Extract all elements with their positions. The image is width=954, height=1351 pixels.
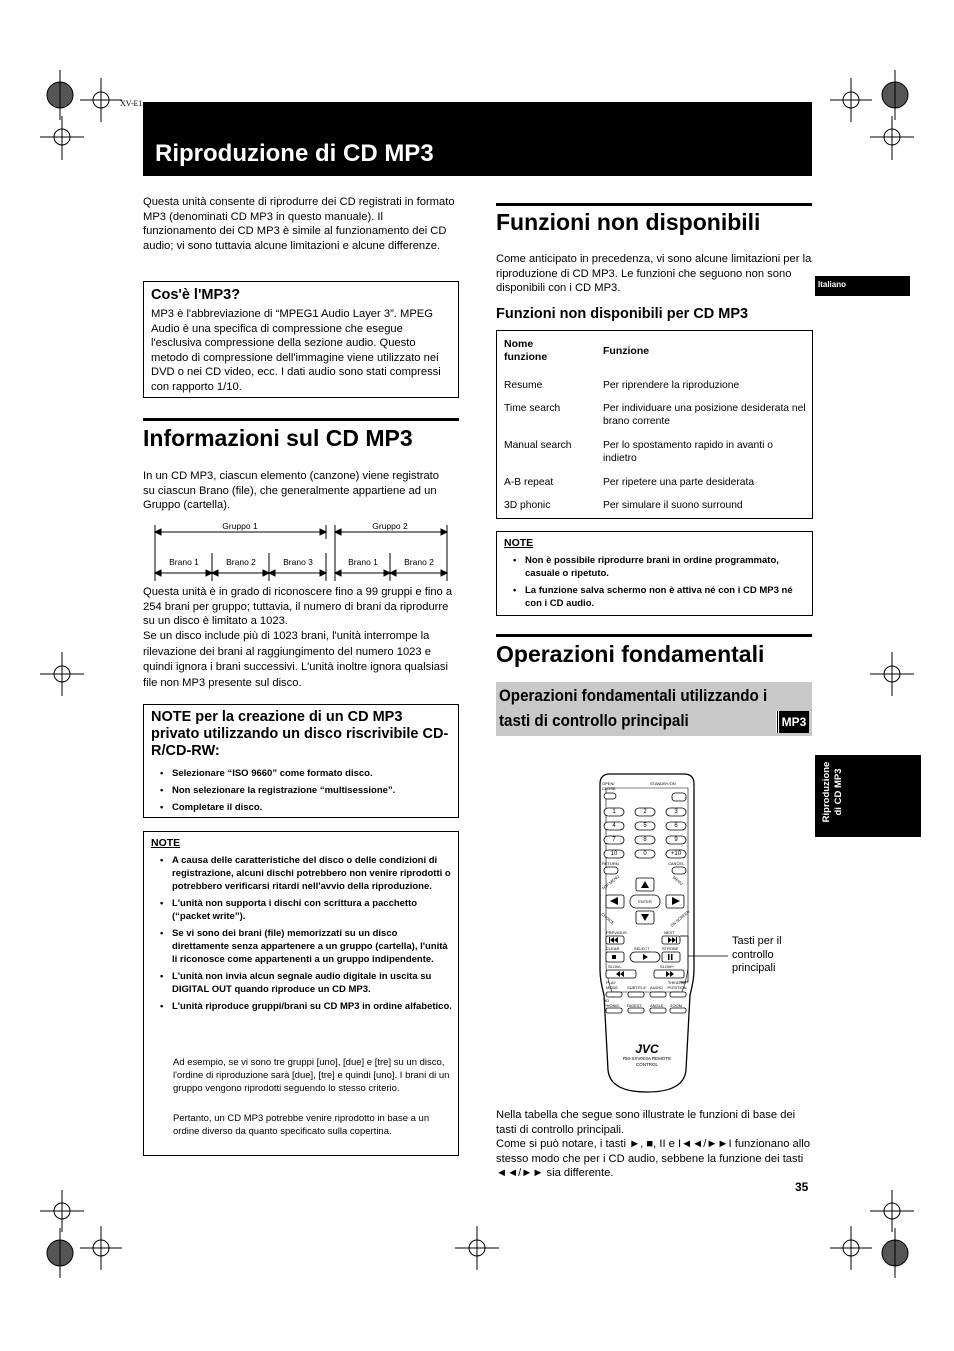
remote-num-2: 2: [643, 809, 647, 815]
language-label: Italiano: [818, 280, 847, 289]
unavailable-note-list: [497, 554, 807, 614]
remote-num-10: 10: [610, 851, 618, 857]
cdr-note-list: [144, 767, 454, 818]
page-number: 35: [795, 1180, 809, 1194]
remote-zoom: ZOOM: [670, 1003, 682, 1008]
list-item: • A causa delle caratteristiche del disco o delle condizioni di registrazione, alcuni dischi potrebbero non venire riprodotti o potrebbero verificarsi ritardi nell'avvio della riproduzione.: [144, 854, 452, 893]
unavailable-table: [496, 330, 813, 519]
remote-next: NEXT: [664, 930, 675, 935]
corner-code: XV-E1: [120, 99, 143, 108]
section-label: Riproduzione di CD MP3: [821, 761, 844, 823]
row-desc: Per simulare il suono surround: [603, 500, 743, 511]
remote-play-mode: PLAY MODE: [606, 980, 618, 990]
remote-num-8: 8: [643, 837, 647, 843]
info-text1: In un CD MP3, ciascun elemento (canzone) viene registrato su ciascun Brano (file), che generalmente appartiene ad un Gruppo (cartella).: [143, 470, 439, 511]
info-text3: Se un disco include più di 1023 brani, l'unità interrompe la rilevazione dei brani al raggiungimento del numero 1023 e quindi ignora i brani successivi. L'unità inoltre ignora qualsiasi file non MP3 presente sul disco.: [143, 630, 448, 689]
row-desc: Per individuare una posizione desiderata nel brano corrente: [603, 403, 806, 427]
row-name: 3D phonic: [504, 500, 551, 511]
remote-3d-phonic: 3D PHONIC: [604, 998, 620, 1008]
basic-rule: [496, 634, 812, 637]
list-item: • Se vi sono dei brani (file) memorizzati su un disco direttamente senza appartenere a un gruppo (cartella), l'unità li riconosce come appartenenti a un gruppo indipendente.: [144, 927, 452, 966]
left-note-list: [144, 854, 452, 1017]
unavailable-subtitle: Funzioni non disponibili per CD MP3: [496, 306, 749, 322]
remote-model: RM-SXV003A REMOTE CONTROL: [622, 1056, 672, 1067]
remote-num-plus10: +10: [670, 851, 682, 857]
remote-theater-position: THEATER POSITION: [667, 980, 687, 990]
row-desc: Per lo spostamento rapido in avanti o indietro: [603, 440, 773, 464]
row-name: Manual search: [504, 440, 572, 451]
list-item: • La funzione salva schermo non è attiva né con i CD MP3 né con i CD audio.: [497, 584, 807, 610]
remote-select: SELECT: [634, 946, 650, 951]
remote-cancel: CANCEL: [668, 861, 685, 866]
cdr-note-box: [143, 704, 459, 818]
remote-num-5: 5: [643, 823, 647, 829]
col-name-header: Nome funzione: [504, 338, 548, 363]
remote-slow-plus: SLOW+: [660, 964, 675, 969]
col-func-header: Funzione: [603, 345, 650, 357]
remote-num-0: 0: [643, 851, 647, 857]
basic-title: Operazioni fondamentali: [496, 641, 765, 667]
remote-open-close: OPEN/ CLOSE: [602, 781, 616, 791]
list-item: • Selezionare “ISO 9660” come formato disco.: [144, 767, 454, 780]
basic-banner-text: Operazioni fondamentali utilizzando i tasti di controllo principali: [499, 687, 768, 730]
remote-digest: DIGEST: [627, 1003, 642, 1008]
intro-text: Questa unità consente di riprodurre dei CD registrati in formato MP3 (denominati CD MP3 in questo manuale). Il funzionamento dei CD MP3 è simile al funzionamento dei CD audio; vi sono tuttavia alcune limitazioni e alcune differenze.: [143, 196, 455, 252]
list-item: • Non selezionare la registrazione “multisessione”.: [144, 784, 454, 797]
remote-num-9: 9: [674, 837, 678, 843]
row-desc: Per riprendere la riproduzione: [603, 380, 740, 391]
callout-text: Tasti per il controllo principali: [732, 935, 782, 974]
list-item: • L'unità non supporta i dischi con scrittura a pacchetto (“packet write”).: [144, 897, 452, 923]
remote-return: RETURN: [602, 861, 619, 866]
whatis-box: [143, 281, 459, 398]
remote-on-screen: ON SCREEN: [669, 908, 691, 929]
title-bar: [143, 102, 812, 176]
language-tab: [815, 276, 910, 296]
group-track-diagram: [150, 515, 450, 585]
left-note-box: [143, 831, 459, 1156]
remote-angle: ANGLE: [650, 1003, 664, 1008]
track-label-1: Brano 1: [169, 557, 199, 567]
remote-audio: AUDIO: [650, 985, 663, 990]
remote-num-7: 7: [612, 837, 616, 843]
remote-previous: PREVIOUS: [606, 930, 627, 935]
track-label-3: Brano 3: [283, 557, 313, 567]
track-label-4: Brano 1: [348, 557, 378, 567]
unavailable-title: Funzioni non disponibili: [496, 209, 761, 235]
left-note-label: NOTE: [151, 837, 181, 849]
remote-top-menu: TOP MENU: [600, 873, 621, 892]
basic-text2: Come si può notare, i tasti ►, ■, II e I◄◄/►►I funzionano allo stesso modo che per i CD audio, sebbene la funzione dei tasti ◄◄/►► sia differente.: [496, 1138, 810, 1179]
remote-num-1: 1: [612, 809, 616, 815]
basic-banner: [496, 682, 812, 736]
remote-clear: CLEAR: [606, 946, 620, 951]
info-text2: Questa unità è in grado di riconoscere fino a 99 gruppi e fino a 254 brani per gruppo; tuttavia, il numero di brani da riprodurre su un disco è limitato a 1023.: [143, 586, 453, 627]
callout-bracket: [680, 930, 730, 990]
group-label-2: Gruppo 2: [372, 521, 408, 531]
row-name: A-B repeat: [504, 477, 554, 488]
remote-slow-minus: SLOW–: [608, 964, 623, 969]
remote-choice: CHOICE: [600, 911, 616, 926]
whatis-title: Cos'è l'MP3?: [151, 287, 241, 303]
track-label-2: Brano 2: [226, 557, 256, 567]
unavailable-rule: [496, 203, 812, 206]
remote-standby: STANDBY/ON: [650, 781, 676, 786]
remote-menu: MENU: [671, 874, 685, 887]
section-tab: [815, 755, 921, 837]
row-name: Resume: [504, 380, 543, 391]
track-label-5: Brano 2: [404, 557, 434, 567]
row-name: Time search: [504, 403, 561, 414]
list-item: • L'unità riproduce gruppi/brani su CD MP3 in ordine alfabetico.: [144, 1000, 452, 1013]
basic-text1: Nella tabella che segue sono illustrate le funzioni di base dei tasti di controllo principali.: [496, 1109, 796, 1136]
left-note-extra2: Pertanto, un CD MP3 potrebbe venire riprodotto in base a un ordine diverso da quanto specificato sulla copertina.: [173, 1113, 430, 1137]
row-desc: Per ripetere una parte desiderata: [603, 477, 755, 488]
info-title: Informazioni sul CD MP3: [143, 425, 413, 451]
jvc-logo: JVC: [635, 1042, 659, 1056]
left-note-extra1: Ad esempio, se vi sono tre gruppi [uno], [due] e [tre] su un disco, l'ordine di riproduzione sarà [due], [tre] e quindi [uno]. I brani di un gruppo vengono riprodotti seguendo lo stesso criterio.: [173, 1057, 450, 1094]
remote-subtitle: SUBTITLE: [627, 985, 647, 990]
unavailable-note-label: NOTE: [504, 537, 534, 549]
remote-strobe: STROBE: [662, 946, 679, 951]
unavailable-text: Come anticipato in precedenza, vi sono alcune limitazioni per la riproduzione di CD MP3. Le funzioni che seguono non sono disponibili con i CD MP3.: [496, 253, 812, 294]
remote-num-6: 6: [674, 823, 678, 829]
remote-enter: ENTER: [638, 899, 652, 904]
unavailable-note-box: [496, 531, 813, 616]
group-label-1: Gruppo 1: [222, 521, 258, 531]
list-item: • L'unità non invia alcun segnale audio digitale in uscita su DIGITAL OUT quando riproduce un CD MP3.: [144, 970, 452, 996]
remote-num-3: 3: [674, 809, 678, 815]
whatis-text: MP3 è l'abbreviazione di “MPEG1 Audio Layer 3”. MPEG Audio è una specifica di compressione che esegue l'esclusiva compressione della sezione audio. Questo metodo di compressione dell'immagine viene utilizzato nei DVD o nei CD video, ecc. I dati audio sono stati compressi con rapporto 1/10.: [151, 308, 441, 393]
cdr-note-title: NOTE per la creazione di un CD MP3 privato utilizzando un disco riscrivibile CD-R/CD-RW:: [151, 709, 449, 759]
info-rule: [143, 418, 459, 421]
mp3-badge: MP3: [776, 711, 809, 733]
list-item: • Completare il disco.: [144, 801, 454, 814]
remote-num-4: 4: [612, 823, 616, 829]
page-title: Riproduzione di CD MP3: [155, 140, 434, 167]
list-item: • Non è possibile riprodurre brani in ordine programmato, casuale o ripetuto.: [497, 554, 807, 580]
